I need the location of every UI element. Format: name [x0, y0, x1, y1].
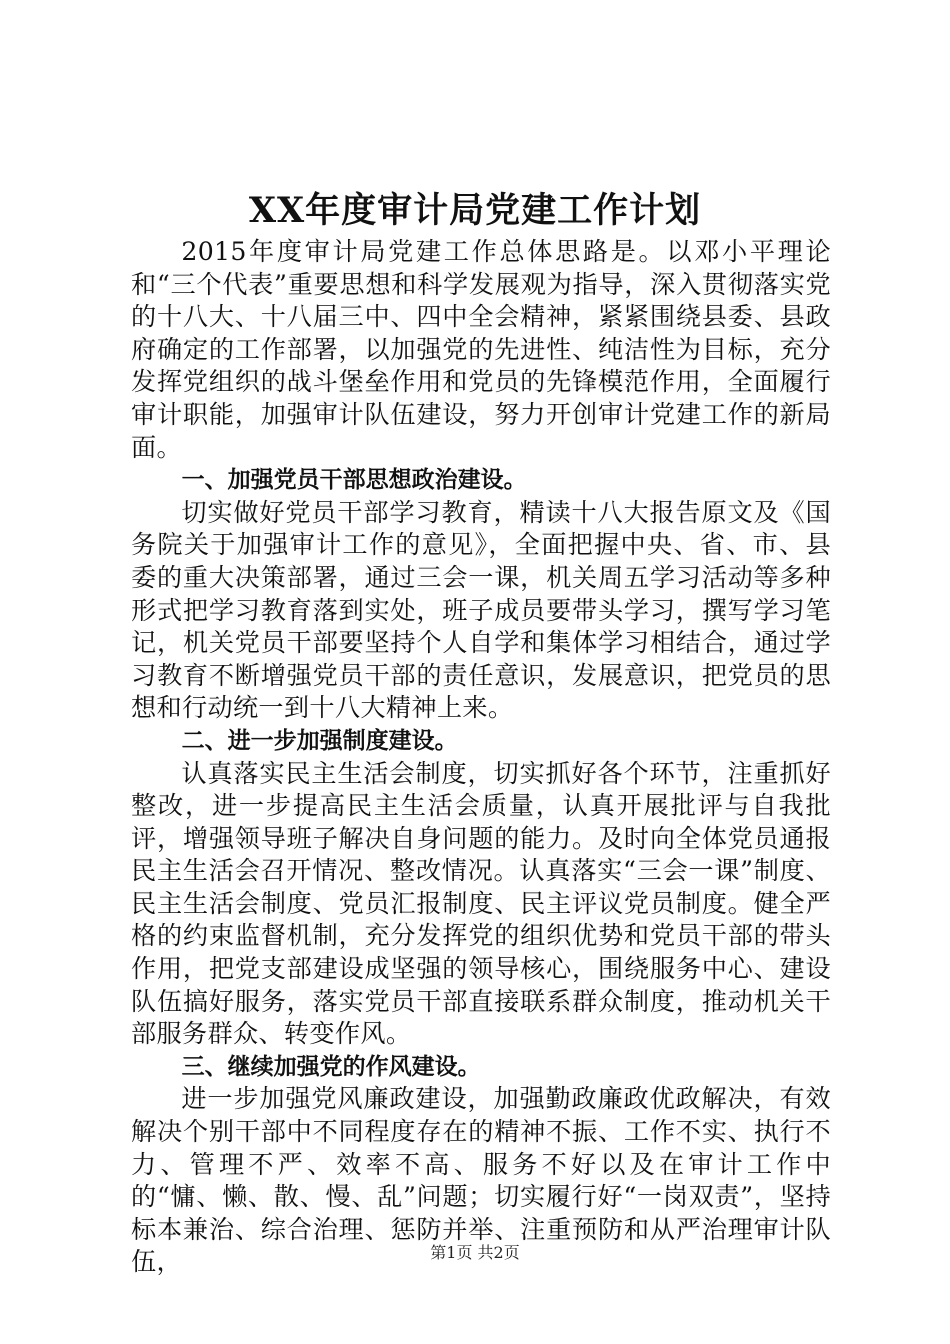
section-1-heading: 一、加强党员干部思想政治建设。: [181, 467, 527, 494]
page-number-footer: 第1页 共2页: [430, 1243, 520, 1262]
section-2-paragraph: 认真落实民主生活会制度，切实抓好各个环节，注重抓好整改，进一步提高民主生活会质量，认真开展批评与自我批评，增强领导班子解决自身问题的能力。及时向全体党员通报民主生活会召开情况、整改情况。认真落实“三会一课”制度、民主生活会制度、党员汇报制度、民主评议党员制度。健全严格的约束监督机制，充分发挥党的组织优势和党员干部的带头作用，把党支部建设成坚强的领导核心，围绕服务中心、建设队伍搞好服务，落实党员干部直接联系群众制度，推动机关干部服务群众、转变作风。: [131, 758, 831, 1049]
section-3-heading: 三、继续加强党的作风建设。: [181, 1053, 481, 1080]
document-body: [131, 236, 831, 1279]
document-title: XX年度审计局党建工作计划: [248, 190, 702, 231]
section-3-paragraph: 进一步加强党风廉政建设，加强勤政廉政优政解决，有效解决个别干部中不同程度存在的精神不振、工作不实、执行不力、管理不严、效率不高、服务不好以及在审计工作中的“慵、懒、散、慢、乱”问题；切实履行好“一岗双责”，坚持标本兼治、综合治理、惩防并举、注重预防和从严治理审计队伍，: [131, 1084, 831, 1277]
intro-paragraph: 2015年度审计局党建工作总体思路是。以邓小平理论和“三个代表”重要思想和科学发展观为指导，深入贯彻落实党的十八大、十八届三中、四中全会精神，紧紧围绕县委、县政府确定的工作部署，以加强党的先进性、纯洁性为目标，充分发挥党组织的战斗堡垒作用和党员的先锋模范作用，全面履行审计职能，加强审计队伍建设，努力开创审计党建工作的新局面。: [131, 237, 831, 462]
section-1-paragraph: 切实做好党员干部学习教育，精读十八大报告原文及《国务院关于加强审计工作的意见》，全面把握中央、省、市、县委的重大决策部署，通过三会一课，机关周五学习活动等多种形式把学习教育落到实处，班子成员要带头学习，撰写学习笔记，机关党员干部要坚持个人自学和集体学习相结合，通过学习教育不断增强党员干部的责任意识，发展意识，把党员的思想和行动统一到十八大精神上来。: [131, 497, 831, 723]
section-2-heading: 二、进一步加强制度建设。: [181, 727, 458, 754]
